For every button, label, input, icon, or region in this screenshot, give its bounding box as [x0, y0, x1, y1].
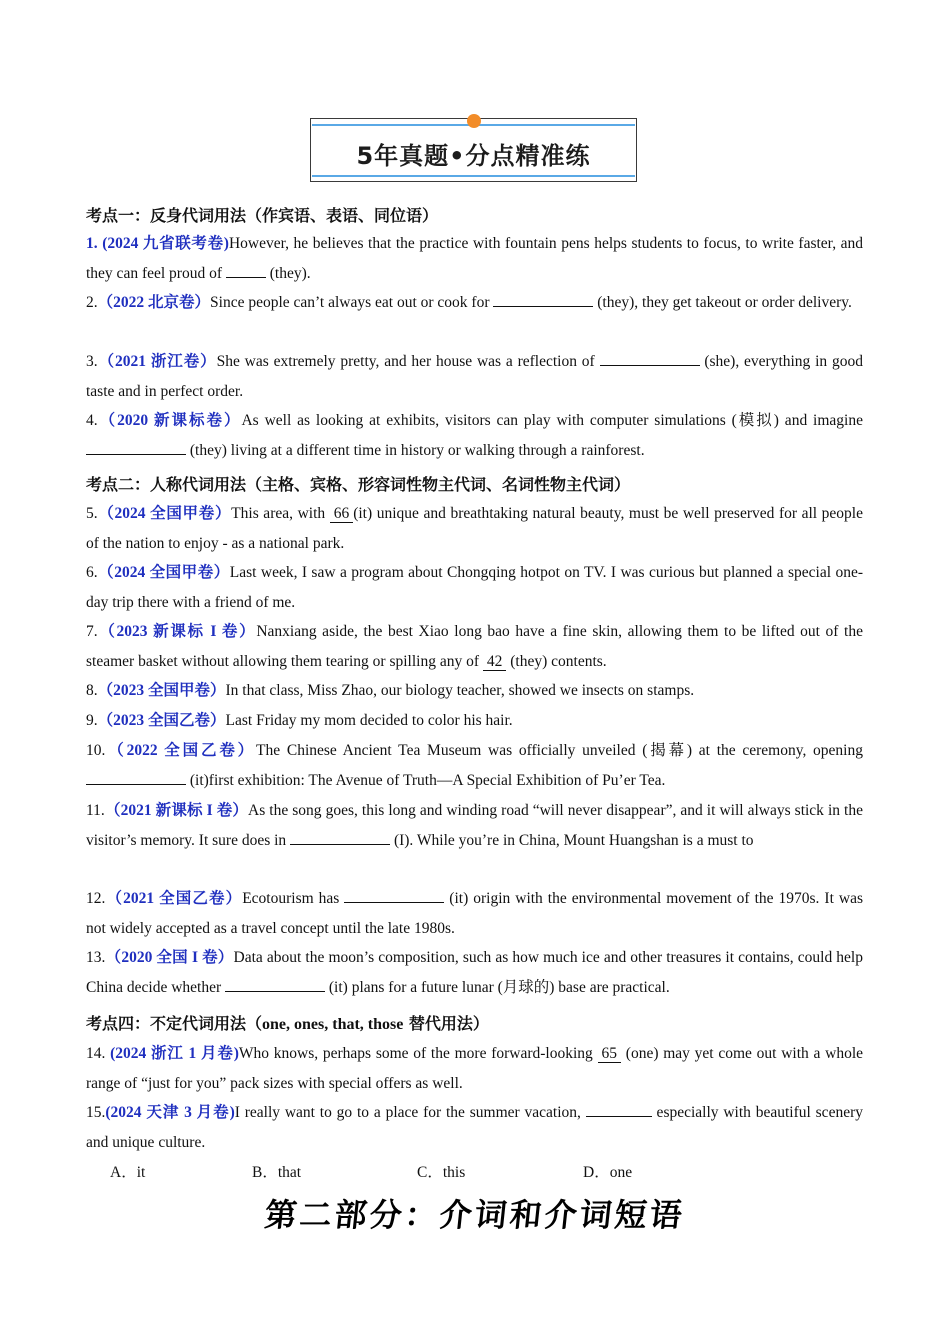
banner	[310, 118, 637, 182]
answer-blank[interactable]	[344, 902, 444, 903]
option-c[interactable]: C．this	[417, 1164, 466, 1181]
question-9: 9.（2023 全国乙卷）Last Friday my mom decided to color his hair.	[86, 712, 513, 729]
question-4: 4.（2020 新课标卷）As well as looking at exhibits, visitors can play with computer simulations (模拟) and imagine (they) living at a different time in history or walking through a rainforest.	[86, 412, 863, 459]
question-1: 1. (2024 九省联考卷)However, he believes that the practice with fountain pens helps students to focus, to write faster, and they can feel proud of (they).	[86, 235, 864, 282]
answer-blank[interactable]	[290, 844, 390, 845]
banner-title: 5年真题•分点精准练	[356, 142, 591, 170]
part-two-title: 第二部分：介词和介词短语	[262, 1196, 687, 1234]
question-5: 5.（2024 全国甲卷）This area, with 66 (it) unique and breathtaking natural beauty, must be well preserved for all people of the nation to enjoy - as a national park.	[86, 505, 863, 552]
answer-blank[interactable]	[86, 784, 186, 785]
question-11: 11.（2021 新课标 I 卷）As the song goes, this long and winding road “will never disappear”, and it will always stick in the visitor’s memory. It sure does in (I). While you’re in China, Mount Huangshan is a must to	[86, 802, 863, 849]
question-10: 10.（2022 全国乙卷）The Chinese Ancient Tea Museum was officially unveiled (揭幕) at the ceremony, opening (it)first exhibition: The Avenue of Truth—A Special Exhibition of Pu’er Tea.	[86, 742, 863, 789]
answer-blank-66[interactable]: 66	[330, 506, 354, 523]
question-14: 14. (2024 浙江 1 月卷)Who knows, perhaps some of the more forward-looking 65 (one) may yet come out with a whole range of “just for you” pack sizes with special offers as well.	[86, 1045, 864, 1092]
answer-blank[interactable]	[586, 1116, 652, 1117]
question-2: 2.（2022 北京卷）Since people can’t always eat out or cook for (they), they get takeout or order delivery.	[86, 294, 852, 311]
section-heading-2: 考点二：人称代词用法（主格、宾格、形容词性物主代词、名词性物主代词）	[86, 475, 631, 494]
banner-bottom-rule	[312, 175, 635, 177]
answer-blank-65[interactable]: 65	[598, 1046, 622, 1063]
question-13: 13.（2020 全国 I 卷）Data about the moon’s composition, such as how much ice and other treasures it contains, could help China decide whether (it) plans for a future lunar (月球的) base are practical.	[86, 949, 863, 996]
answer-blank[interactable]	[226, 277, 266, 278]
question-6: 6.（2024 全国甲卷）Last week, I saw a program about Chongqing hotpot on TV. I was curious but planned a special one-day trip there with a friend of me.	[86, 564, 863, 611]
section-heading-1: 考点一：反身代词用法（作宾语、表语、同位语）	[86, 206, 439, 225]
answer-blank[interactable]	[493, 306, 593, 307]
question-15: 15.(2024 天津 3 月卷)I really want to go to a place for the summer vacation, especially with beautiful scenery and unique culture.	[86, 1104, 863, 1151]
answer-blank[interactable]	[600, 365, 700, 366]
answer-blank[interactable]	[86, 454, 186, 455]
answer-blank[interactable]	[225, 991, 325, 992]
banner-dot-icon	[467, 114, 481, 128]
option-d[interactable]: D．one	[583, 1164, 633, 1181]
question-8: 8.（2023 全国甲卷）In that class, Miss Zhao, our biology teacher, showed we insects on stamps.	[86, 682, 695, 699]
question-7: 7.（2023 新课标 I 卷）Nanxiang aside, the best Xiao long bao have a fine skin, allowing them to be lifted out of the steamer basket without allowing them tearing or spilling any of 42 (they) contents.	[86, 623, 863, 670]
question-3: 3.（2021 浙江卷）She was extremely pretty, and her house was a reflection of (she), everything in good taste and in perfect order.	[86, 353, 863, 400]
section-heading-4: 考点四：不定代词用法（one, ones, that, those 替代用法）	[86, 1014, 489, 1033]
question-12: 12.（2021 全国乙卷）Ecotourism has (it) origin with the environmental movement of the 1970s. It was not widely accepted as a travel concept until the late 1980s.	[86, 890, 863, 937]
option-b[interactable]: B．that	[252, 1164, 302, 1181]
answer-blank-42[interactable]: 42	[483, 654, 507, 671]
option-a[interactable]: A．it	[110, 1164, 146, 1181]
